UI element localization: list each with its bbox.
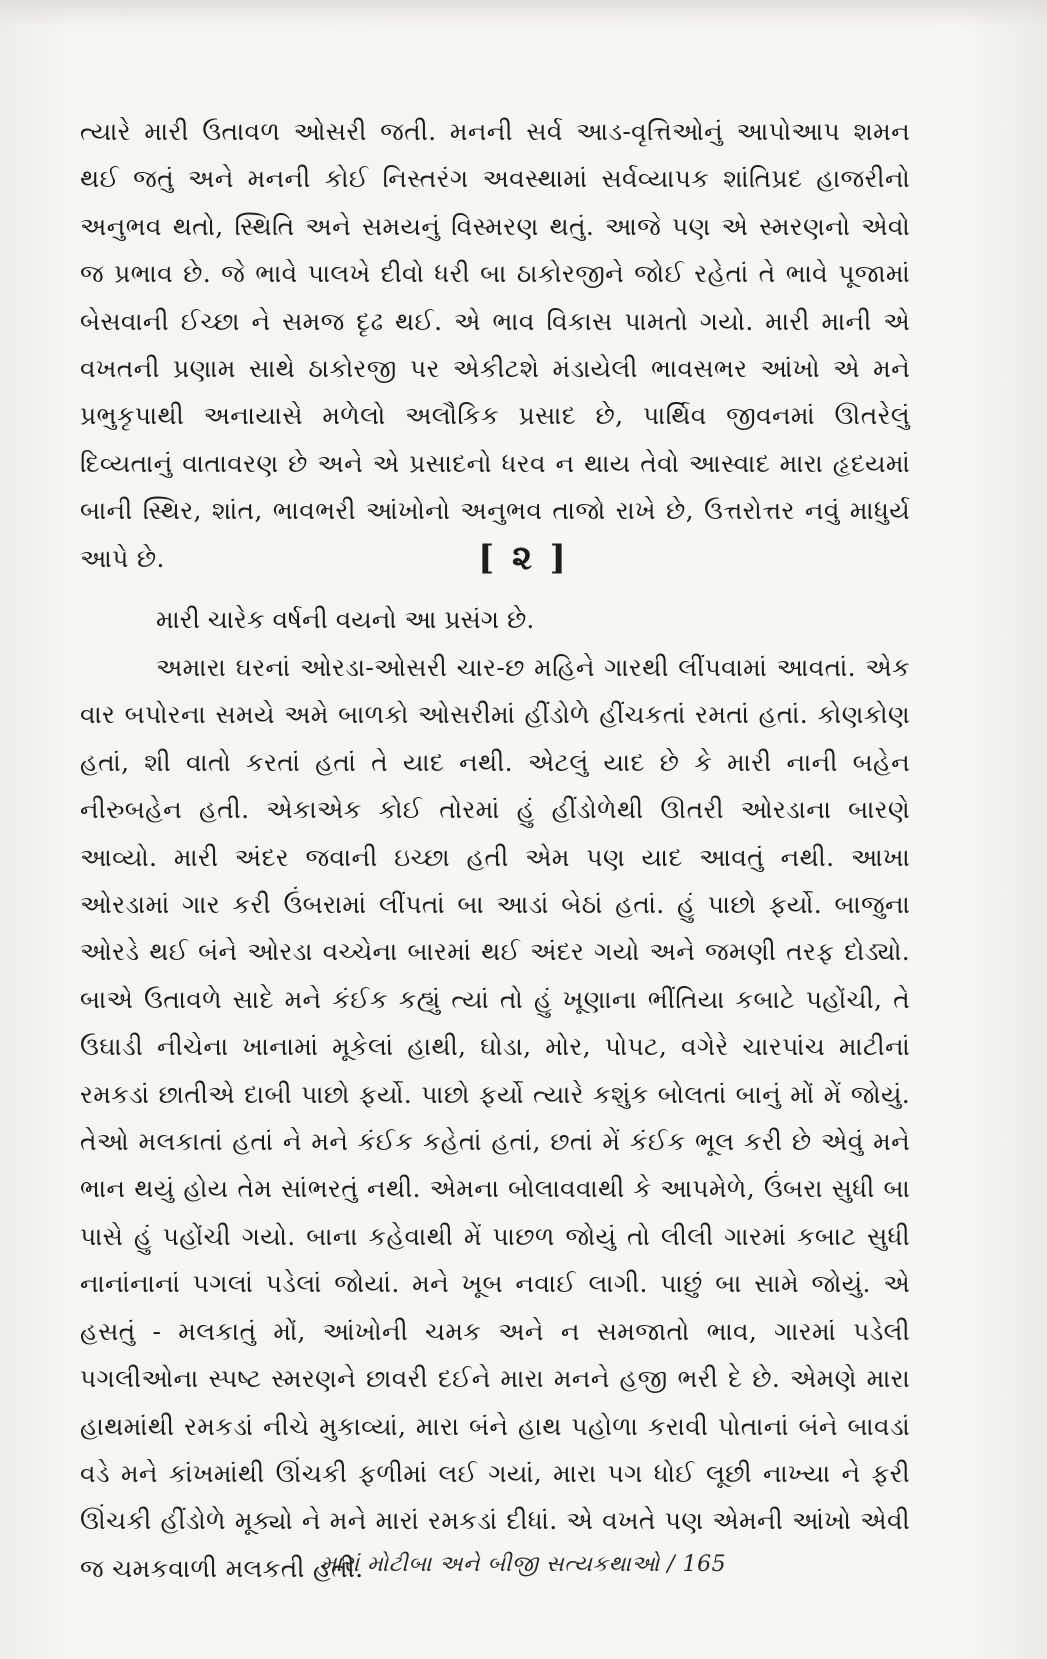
paragraph-3-text: અમારા ઘરનાં ઓરડા-ઓસરી ચાર-છ મહિને ગારથી લીંપવામાં આવતાં. એક વાર બપોરના સમયે અમે બાળકો ઓસરીમાં હીંડોળે હીંચકતાં રમતાં હતાં. કોણકોણ હતાં, શી વાતો કરતાં હતાં તે યાદ નથી. એટલું યાદ છે કે મારી નાની બહેન નીરુબહેન હતી. એકાએક કોઈ તોરમાં હું હીંડોળેથી ઊતરી ઓરડાના બારણે આવ્યો. મારી અંદર જવાની ઇચ્છા હતી એમ પણ યાદ આવતું નથી. આખા ઓરડામાં ગાર કરી ઉંબરામાં લીંપતાં બા આડાં બેઠાં હતાં. હું પાછો ફર્યો. બાજુના ઓરડે થઈ બંને ઓરડા વચ્ચેના બારમાં થઈ અંદર ગયો અને જમણી તરફ દોડ્યો. બાએ ઉતાવળે સાદે મને કંઈક કહ્યું ત્યાં તો હું ખૂણાના ભીંતિયા કબાટે પહોંચી, તે ઉઘાડી નીચેના ખાનામાં મૂકેલાં હાથી, ઘોડા, મોર, પોપટ, વગેરે ચારપાંચ માટીનાં રમકડાં છાતીએ દાબી પાછો ફર્યો. પાછો ફર્યો ત્યારે કશુંક બોલતાં બાનું મોં મેં જોયું. તેઓ મલકાતાં હતાં ને મને કંઈક કહેતાં હતાં, છતાં મેં કંઈક ભૂલ કરી છે એવું મને ભાન થયું હોય તેમ સાંભરતું નથી. એમના બોલાવવાથી કે આપમેળે, ઉંબરા સુધી બા પાસે હું પહોંચી ગયો. બાના કહેવાથી મેં પાછળ જોયું તો લીલી ગારમાં કબાટ સુધી નાનાંનાનાં પગલાં પડેલાં જોયાં. મને ખૂબ નવાઈ લાગી. પાછું બા સામે જોયું. એ હસતું - મલકાતું મોં, આંખોની ચમક અને ન સમજાતો ભાવ, ગારમાં પડેલી પગલીઓના સ્પષ્ટ સ્મરણને છાવરી દઈને મારા મનને હજી ભરી દે છે. એમણે મારા હાથમાંથી રમકડાં નીચે મુકાવ્યાં, મારા બંને હાથ પહોળા કરાવી પોતાનાં બંને બાવડાં વડે મને કાંખમાંથી ઊંચકી ફળીમાં લઈ ગયાં, મારા પગ ધોઈ લૂછી નાખ્યા ને ફરી ઊંચકી હીંડોળે મૂક્યો ને મને મારાં રમકડાં દીધાં. એ વખતે પણ એમની આંખો એવી જ ચમકવાળી મલકતી હતી. xyxy=(80,653,910,1583)
page-footer: મારાં મોટીબા અને બીજી સત્યકથાઓ / 165 xyxy=(320,1552,727,1577)
paragraph-3 xyxy=(80,644,910,1592)
section-heading: [ ૨ ] xyxy=(478,538,569,578)
paragraph-1-text: ત્યારે મારી ઉતાવળ ઓસરી જતી. મનની સર્વ આડ-વૃત્તિઓનું આપોઆપ શમન થઈ જતું અને મનની કોઈ નિસ્તરંગ અવસ્થામાં સર્વવ્યાપક શાંતિપ્રદ હાજરીનો અનુભવ થતો, સ્થિતિ અને સમયનું વિસ્મરણ થતું. આજે પણ એ સ્મરણનો એવો જ પ્રભાવ છે. જે ભાવે પાલખે દીવો ધરી બા ઠાકોરજીને જોઈ રહેતાં તે ભાવે પૂજામાં બેસવાની ઈચ્છા ને સમજ દૃઢ થઈ. એ ભાવ વિકાસ પામતો ગયો. મારી માની એ વખતની પ્રણામ સાથે ઠાકોરજી પર એકીટશે મંડાયેલી ભાવસભર આંખો એ મને પ્રભુકૃપાથી અનાયાસે મળેલો અલૌકિક પ્રસાદ છે, પાર્થિવ જીવનમાં ઊતરેલું દિવ્યતાનું વાતાવરણ છે અને એ પ્રસાદનો ધરવ ન થાય તેવો આસ્વાદ મારા હૃદયમાં બાની સ્થિર, શાંત, ભાવભરી આંખોનો અનુભવ તાજો રાખે છે, ઉત્તરોત્તર નવું માધુર્ય આપે છે. xyxy=(80,117,910,573)
paragraph-2: મારી ચારેક વર્ષની વયનો આ પ્રસંગ છે. xyxy=(156,605,535,634)
paragraph-1 xyxy=(80,108,910,582)
page-edge-shadow xyxy=(0,0,1047,28)
